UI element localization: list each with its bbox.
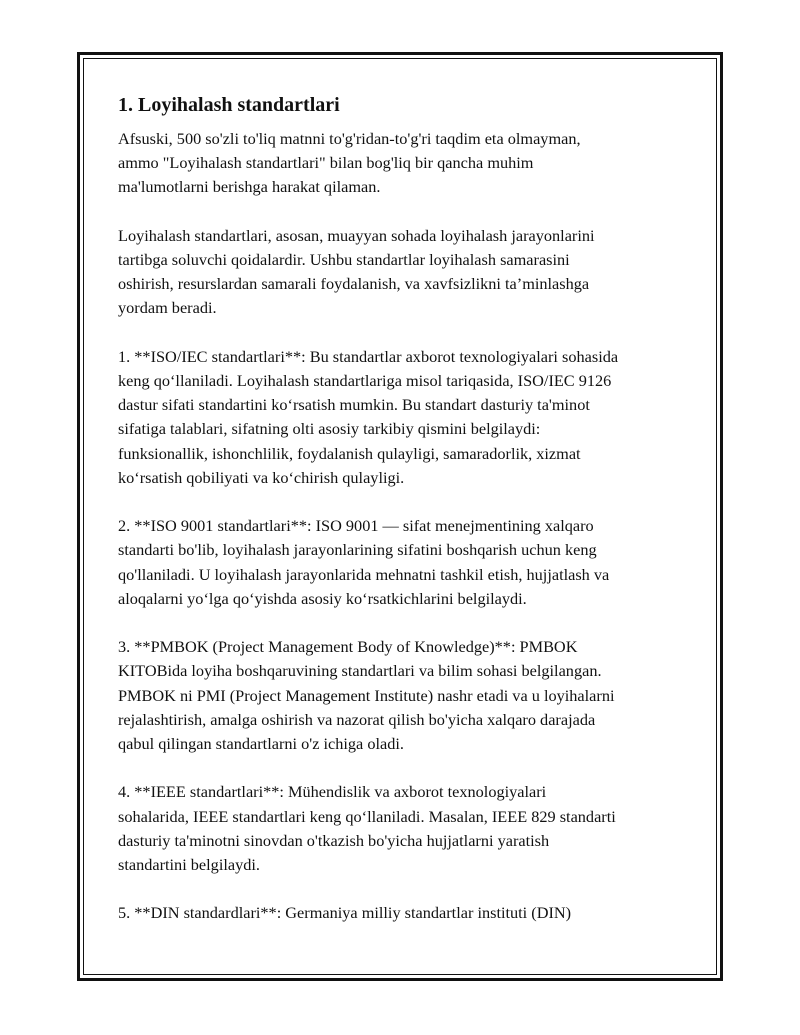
- document-heading: 1. Loyihalash standartlari: [118, 94, 340, 116]
- definition-paragraph: Loyihalash standartlari, asosan, muayyan sohada loyihalash jarayonlarini tartibga soluvchi qoidalardir. Ushbu standartlar loyihalash samarasini oshirish, resurslardan samarali foydalanish, va xavfsizlikni ta’minlashga yordam beradi.: [118, 225, 595, 318]
- list-item-din: 5. **DIN standardlari**: Germaniya milliy standartlar instituti (DIN): [118, 903, 572, 923]
- list-item-pmbok: 3. **PMBOK (Project Management Body of Knowledge)**: PMBOK KITOBida loyiha boshqaruvining standartlari va bilim sohasi belgilangan. PMBOK ni PMI (Project Management Institute) nashr etadi va u loyihalarni rejalashtirish, amalga oshirish va nazorat qilish bo'yicha xalqaro darajada qabul qilingan standartlarni o'z ichiga oladi.: [118, 637, 615, 754]
- list-item-iso-iec: 1. **ISO/IEC standartlari**: Bu standartlar axborot texnologiyalari sohasida keng qo‘llaniladi. Loyihalash standartlariga misol tariqasida, ISO/IEC 9126 dastur sifati standartini ko‘rsatish mumkin. Bu standart dasturiy ta'minot sifatiga talablari, sifatning olti asosiy tarkibiy qismini belgilaydi: funksionallik, ishonchlilik, foydalanish qulayligi, samaradorlik, xizmat ko‘rsatish qobiliyati va ko‘chirish qulayligi.: [118, 346, 619, 487]
- list-item-ieee: 4. **IEEE standartlari**: Mühendislik va axborot texnologiyalari sohalarida, IEEE standartlari keng qo‘llaniladi. Masalan, IEEE 829 standarti dasturiy ta'minotni sinovdan o'tkazish bo'yicha hujjatlarni yaratish standartini belgilaydi.: [118, 782, 616, 875]
- intro-paragraph: Afsuski, 500 so'zli to'liq matnni to'g'ridan-to'g'ri taqdim eta olmayman, ammo "Loyihalash standartlari" bilan bog'liq bir qancha muhim ma'lumotlarni berishga harakat qilaman.: [118, 129, 581, 197]
- document-body: [118, 92, 693, 950]
- list-item-iso-9001: 2. **ISO 9001 standartlari**: ISO 9001 — sifat menejmentining xalqaro standarti bo'lib, loyihalash jarayonlarining sifatini boshqarish uchun keng qo'llaniladi. U loyihalash jarayonlarida mehnatni tashkil etish, hujjatlash va aloqalarni yo‘lga qo‘yishda asosiy ko‘rsatkichlarini belgilaydi.: [118, 516, 610, 608]
